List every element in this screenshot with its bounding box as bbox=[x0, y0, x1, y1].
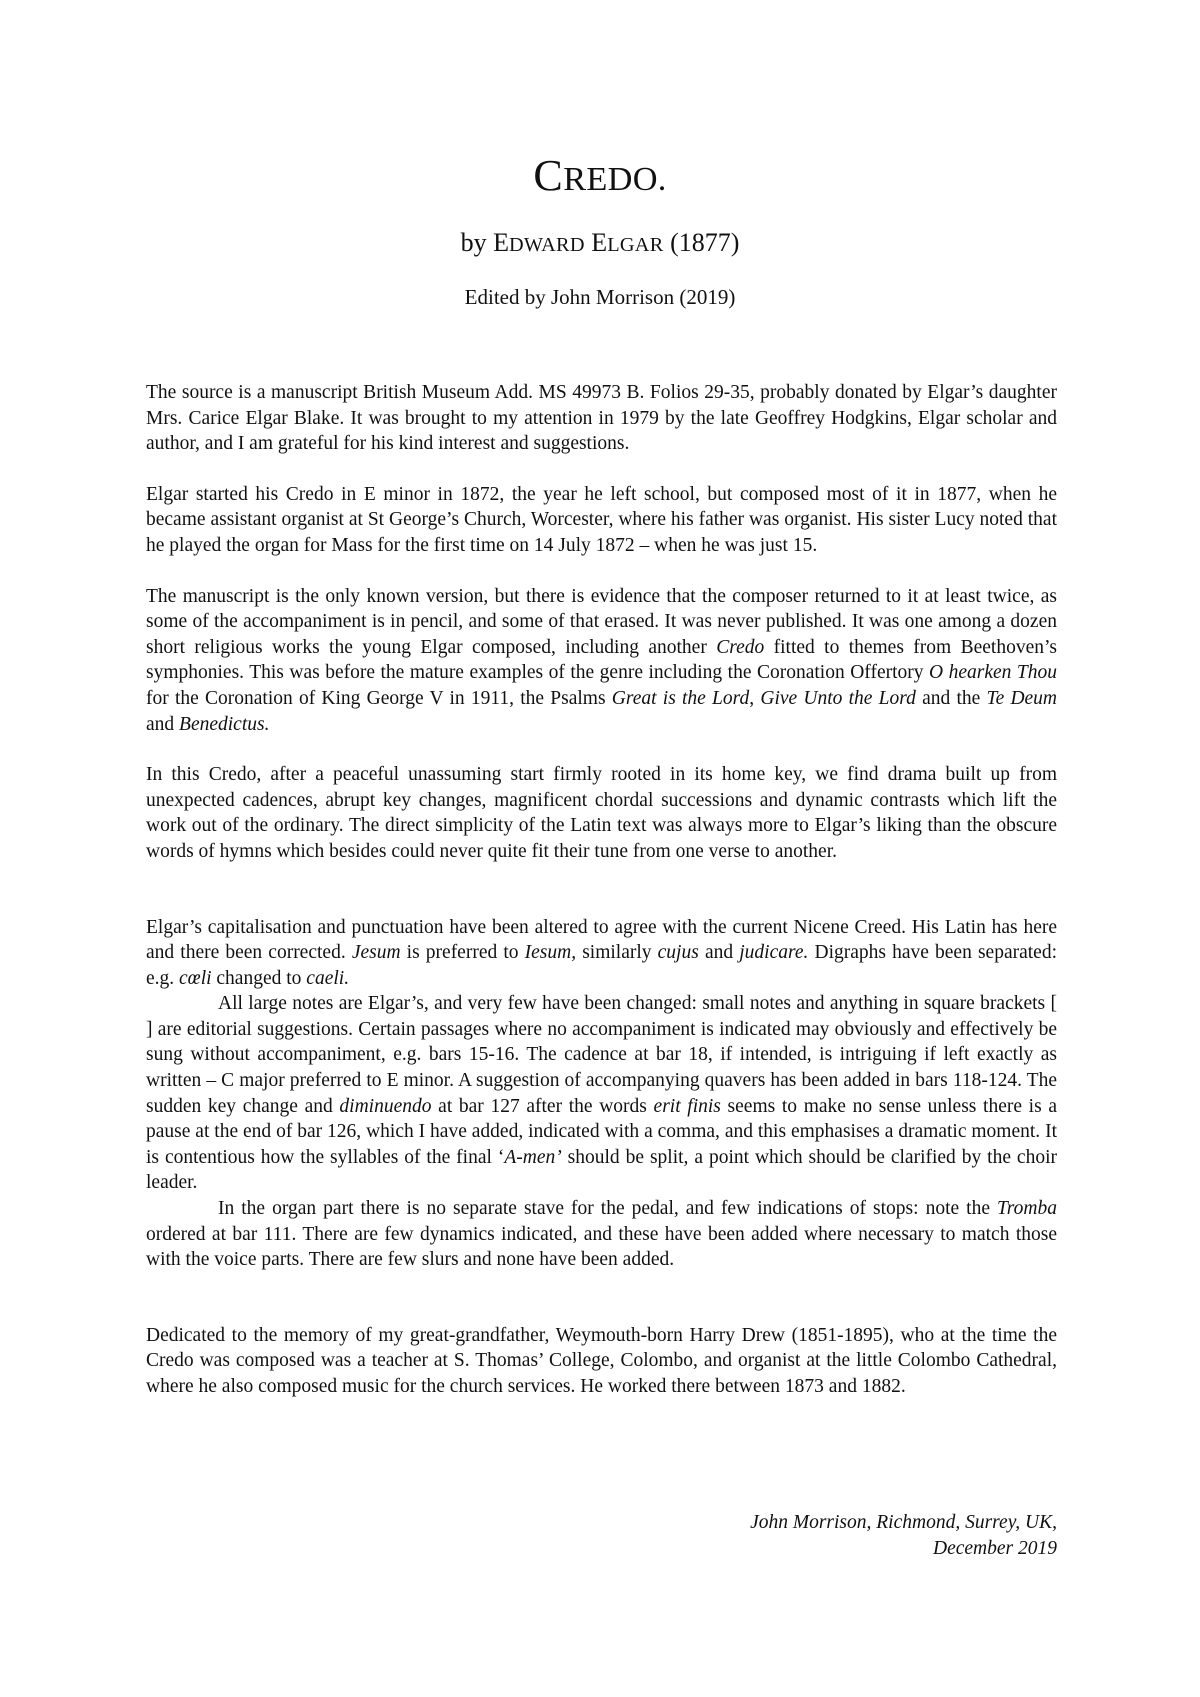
italic-run: Give Unto the Lord bbox=[760, 687, 916, 709]
italic-run: A-men’ bbox=[504, 1146, 562, 1168]
text-run: Elgar’s capitalisation and punctuation have been altered to agree with the current Nicene Creed. His Latin has here and there been corrected. bbox=[146, 916, 1057, 964]
byline-name2-rest: LGAR bbox=[607, 234, 664, 256]
byline-name1-first: E bbox=[493, 228, 509, 257]
paragraph-dedication: Dedicated to the memory of my great-grandfather, Weymouth-born Harry Drew (1851-1895), who at the time the Credo was composed was a teacher at S. Thomas’ College, Colombo, and organist at the little Colombo Cathedral, where he also composed music for the church services. He worked there between 1873 and 1882. bbox=[146, 1324, 1057, 1397]
italic-run: Benedictus. bbox=[179, 713, 270, 735]
paragraph-analysis: In this Credo, after a peaceful unassuming start firmly rooted in its home key, we find drama built up from unexpected cadences, abrupt key changes, magnificent chordal successions and dynamic contrasts which lift the work out of the ordinary. The direct simplicity of the Latin text was always more to Elgar’s liking than the obscure words of hymns which besides could never quite fit their tune from one verse to another. bbox=[146, 764, 1057, 862]
composer-byline bbox=[0, 226, 1200, 262]
signature-line-1: John Morrison, Richmond, Surrey, UK, bbox=[750, 1512, 1057, 1533]
text-run: and the bbox=[915, 687, 987, 709]
text-run: should be split, a point which should be clarified by the choir leader. bbox=[146, 1146, 1057, 1194]
italic-run: Tromba bbox=[997, 1198, 1057, 1220]
italic-run: caeli. bbox=[306, 967, 350, 989]
text-run: fitted to themes from Beethoven’s symphonies. This was before the mature examples of the genre including the Coronation Offertory bbox=[146, 636, 1057, 684]
text-run: All large notes are Elgar’s, and very few have been changed: small notes and anything in square brackets [ ] are editorial suggestions. Certain passages where no accompaniment is indicated may obviously and effectively be sung without accompaniment, e.g. bars 15-16. The cadence at bar 18, if intended, is intriguing if left exactly as written – C major preferred to E minor. A suggestion of accompanying quavers has been added in bars 118-124. The sudden key change and bbox=[146, 993, 1057, 1117]
signature-block bbox=[457, 1510, 1057, 1561]
text-run: seems to make no sense unless there is a pause at the end of bar 126, which I have added, indicated with a comma, and this emphasises a dramatic moment. It is contentious how the syllables of the final ‘ bbox=[146, 1095, 1058, 1168]
editor-credit: Edited by John Morrison (2019) bbox=[464, 285, 736, 309]
text-run: Digraphs have been separated: e.g. bbox=[146, 942, 1057, 989]
italic-run: Jesum bbox=[351, 942, 401, 964]
paragraph-history: Elgar started his Credo in E minor in 1872, the year he left school, but composed most of it in 1877, when he became assistant organist at St George’s Church, Worcester, where his father was organist. His sister Lucy noted that he played the organ for Mass for the first time on 14 July 1872 – when he was just 15. bbox=[146, 483, 1057, 556]
byline-year: (1877) bbox=[663, 228, 740, 257]
italic-run: Great is the Lord bbox=[611, 687, 750, 709]
italic-run: cujus bbox=[657, 942, 699, 964]
title-rest: REDO. bbox=[563, 160, 667, 198]
signature-line-2: December 2019 bbox=[933, 1537, 1057, 1559]
text-run: The manuscript is the only known version, but there is evidence that the composer returned to it at least twice, as some of the accompaniment is in pencil, and some of that erased. It was never published. It was one among a dozen short religious works the young Elgar composed, including another bbox=[146, 585, 1057, 658]
italic-run: cœli bbox=[179, 967, 212, 989]
title-first-letter: C bbox=[533, 151, 564, 200]
text-run: is preferred to bbox=[400, 942, 525, 964]
paragraph-notes bbox=[146, 991, 1057, 1196]
page-title bbox=[0, 148, 1200, 207]
text-run: at bar 127 after the words bbox=[431, 1095, 654, 1117]
paragraph-source: The source is a manuscript British Museum Add. MS 49973 B. Folios 29-35, probably donated by Elgar’s daughter Mrs. Carice Elgar Blake. It was brought to my attention in 1979 by the late Geoffrey Hodgkins, Elgar scholar and author, and I am grateful for his kind interest and suggestions. bbox=[146, 382, 1057, 455]
italic-run: Iesum, bbox=[524, 942, 577, 964]
text-run: changed to bbox=[211, 967, 307, 989]
byline-prefix: by bbox=[460, 228, 494, 257]
text-run: similarly bbox=[576, 942, 658, 964]
text-run: for the Coronation of King George V in 1911, the Psalms bbox=[146, 687, 612, 709]
byline-name2-first: E bbox=[591, 228, 608, 257]
text-run: ordered at bar 111. There are few dynamics indicated, and these have been added where necessary to match those with the voice parts. There are few slurs and none have been added. bbox=[146, 1223, 1057, 1271]
italic-run: Credo bbox=[716, 636, 765, 658]
text-run: and bbox=[698, 942, 740, 964]
italic-run: O hearken Thou bbox=[929, 662, 1058, 684]
italic-run: Te Deum bbox=[986, 687, 1058, 709]
italic-run: judicare. bbox=[739, 942, 809, 964]
paragraph-editorial bbox=[146, 915, 1057, 992]
document-body bbox=[146, 380, 1057, 1400]
paragraph-organ bbox=[146, 1196, 1057, 1273]
paragraph-manuscript bbox=[146, 584, 1057, 738]
italic-run: erit finis bbox=[653, 1095, 721, 1117]
byline-name1-rest: DWARD bbox=[508, 234, 585, 256]
italic-run: diminuendo bbox=[339, 1095, 432, 1117]
text-run: , bbox=[749, 687, 761, 709]
text-run: and bbox=[146, 713, 180, 735]
text-run: In the organ part there is no separate stave for the pedal, and few indications of stops: note the bbox=[218, 1198, 998, 1220]
